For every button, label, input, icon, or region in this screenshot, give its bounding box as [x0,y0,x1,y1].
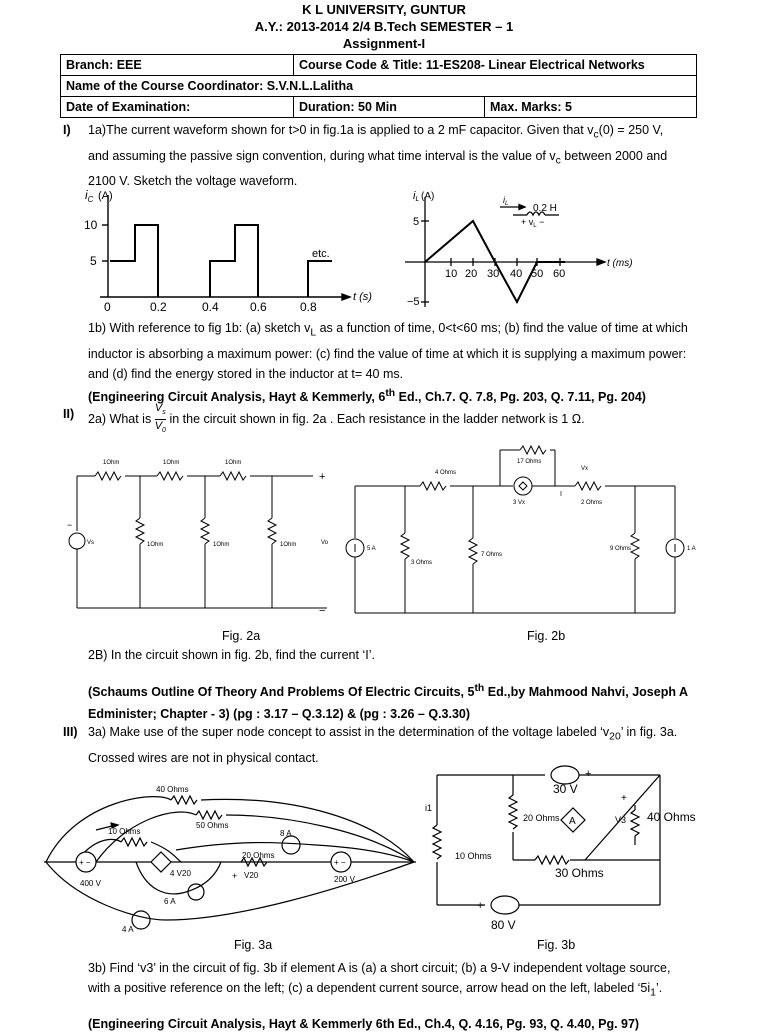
fig3a-r10: 10 Ohms [108,827,141,836]
branch-cell: Branch: EEE [61,55,294,76]
fig1a-xlabel: t (s) [353,291,372,303]
fig3a-a6: 6 A [164,897,176,906]
fig1b-ylabel: (A) [421,191,435,202]
fig2b-r17: 17 Ohms [517,459,542,465]
r4-label: 1Ohm [147,542,164,548]
figure-1a [80,185,370,315]
fig3a-dep: 4 V20 [170,869,191,878]
fig3b-v3: V3 [615,815,627,825]
fig3b-r10: 10 Ohms [455,851,492,861]
question-1a-text: 1a)The current waveform shown for t>0 in fig.1a is applied to a 2 mF capacitor. Given that $v_c(0) = 250$ V, and assuming the passive sign convention, during what time interval is the value of $v_c$ between 2000 and 2100 V. Sketch the voltage waveform. [88,123,668,188]
figure-3a [36,780,426,935]
fig2b-r4: 4 Ohms [435,470,457,476]
fig3b-r30: 30 Ohms [555,866,604,880]
fig3b-v30: 30 V [553,782,578,796]
fig1b-xtick-10: 10 [445,268,458,280]
question-3a-text: 3a) Make use of the super node concept to assist in the determination of the voltage labeled ‘$v_{20}$’ in fig. 3a. Crossed wires are not in physical contact. [88,725,678,765]
question-1-reference: (Engineering Circuit Analysis, Hayt & Kemmerly, 6th Ed., Ch.7. Q. 7.8, Pg. 203, Q. 7.11, Pg. 204) [88,387,646,404]
r6-label: 1Ohm [280,542,297,548]
fig3a-v200: 200 V [334,875,355,884]
question-1b-text: 1b) With reference to fig 1b: (a) sketch $v_L$ as a function of time, 0<t<60 ms; (b) find the value of time at which inductor is absorbing a maximum power: (c) find the value of time at which it is supplying a maximum power: and (d) find the energy stored in the inductor at t= 40 ms. (Engineering Circuit Analysis, Hayt & Kemmerly, 6th Ed., Ch.7. Q. 7.8, Pg. 203, Q. 7.11, Pg. 204) [88,318,722,407]
svg-text:+: + [585,768,592,780]
fig1a-xtick-04: 0.4 [202,300,219,314]
r1-label: 1Ohm [103,460,120,466]
r5-label: 1Ohm [213,542,230,548]
svg-text:iL: iL [413,190,420,203]
fig3a-r40: 40 Ohms [156,785,189,794]
fig3b-v80: 80 V [491,918,516,932]
fig3b-caption: Fig. 3b [537,938,576,952]
fig1b-xtick-40: 40 [510,268,523,280]
fig1b-xtick-20: 20 [465,268,478,280]
fig3a-caption: Fig. 3a [234,938,273,952]
course-cell: Course Code & Title: 11-ES208- Linear Electrical Networks [294,55,697,76]
figure-3b [425,765,710,935]
fig1a-xtick-0: 0 [104,300,111,314]
fig1b-ytick-5: 5 [413,216,420,228]
fig1b-xtick-60: 60 [553,268,566,280]
duration-cell: Duration: 50 Min [294,97,485,118]
svg-text:iL: $i_L$ [503,195,509,207]
svg-text:iC: $i_C$ [85,188,94,204]
fig2b-r9: 9 Ohms [610,546,632,552]
plus-sign: + [319,471,326,483]
svg-text:+ −: + − [334,858,346,867]
svg-text:+ vL −: + $v_L$ − [521,217,545,229]
fig2b-src1: 5 A [367,546,376,552]
question-number: I) [63,123,71,137]
question-2a-text: 2a) What is $\frac{V_s}{V_0}$ in the circuit shown in fig. 2a . Each resistance in the ladder network is 1 Ω. [88,402,722,437]
fig1b-xtick-50: 50 [531,268,544,280]
fig2b-r7: 7 Ohms [481,552,503,558]
minus-sign: − [319,605,326,617]
fig1b-xlabel: t (ms) [607,258,633,269]
svg-text:−: − [67,520,73,530]
fig2b-vx: Vx [581,466,589,472]
university-title: K L UNIVERSITY, GUNTUR [302,2,466,17]
svg-text:+ −: + − [79,858,91,867]
fig3a-r20: 20 Ohms [242,851,275,860]
fig3b-r20: 20 Ohms [523,813,560,823]
fig2b-dep: 3 Vx [513,500,526,506]
fig3b-i1: i1 [425,803,433,813]
r3-label: 1Ohm [225,460,242,466]
fig1a-ytick-5: 5 [90,254,97,268]
fig3a-v20: V20 [244,871,259,880]
fig2b-caption: Fig. 2b [527,629,566,643]
fig3a-a4: 4 A [122,925,134,934]
fig1a-ylabel: (A) [98,190,113,202]
fig2b-r3: 3 Ohms [411,560,433,566]
fig1a-xtick-06: 0.6 [250,300,267,314]
question-2b-text: 2B) In the circuit shown in fig. 2b, find the current ‘I’. [88,648,375,662]
vo-label: Vo [321,540,329,546]
question-number: II) [63,407,75,421]
fig3b-r40: 40 Ohms [647,810,696,824]
fig1a-etc: etc. [312,248,330,260]
svg-text:+: + [232,871,238,881]
question-3b-text: 3b) Find ‘v3’ in the circuit of fig. 3b if element A is (a) a short circuit; (b) a 9-V independent voltage source, with a positive reference on the left; (c) a dependent current source, arrow head on the left, labeled ‘$5i_1$’. [88,961,671,999]
date-cell: Date of Examination: [61,97,294,118]
fig3a-r50: 50 Ohms [196,821,229,830]
svg-text:+: + [621,793,627,804]
fig2b-src2: 1 A [687,546,696,552]
fig2b-r2: 2 Ohms [581,500,603,506]
fig1a-xtick-02: 0.2 [150,300,167,314]
fig2b-i: I [560,491,562,498]
figure-2a [65,448,345,618]
max-marks-cell: Max. Marks: 5 [485,97,697,118]
fig1b-ytick-neg5: −5 [407,296,420,308]
academic-year: A.Y.: 2013-2014 2/4 B.Tech SEMESTER – 1 [254,19,514,34]
fig1b-inductor-label: 0.2 H [533,203,557,214]
svg-text:+: + [477,900,484,912]
fig3a-a8: 8 A [280,829,292,838]
question-number: III) [63,725,78,739]
course-info-table [60,54,697,118]
vs-over-v0-fraction: $\frac{V_s}{V_0}$ [154,402,166,435]
assignment-title: Assignment-I [342,36,426,51]
fig3b-a: A [569,816,576,827]
fig3a-v400: 400 V [80,879,101,888]
coordinator-cell: Name of the Course Coordinator: S.V.N.L.Lalitha [61,76,697,97]
r2-label: 1Ohm [163,460,180,466]
fig1a-xtick-08: 0.8 [300,300,317,314]
fig2a-caption: Fig. 2a [222,629,261,643]
vs-label: Vs [87,540,95,546]
fig1a-ytick-10: 10 [84,218,98,232]
figure-2b [345,438,700,618]
fig1b-xtick-30: 30 [487,268,500,280]
figure-1b [395,185,635,315]
